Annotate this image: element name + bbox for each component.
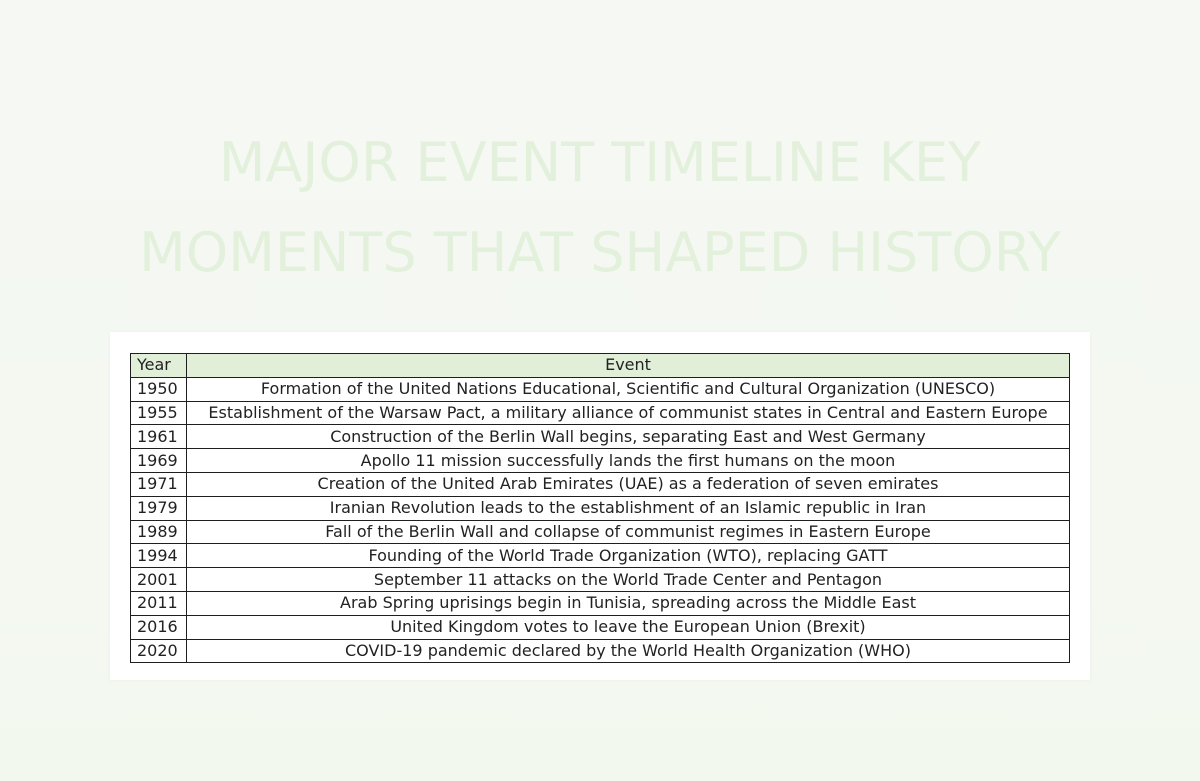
table-row [131, 449, 1070, 473]
year-cell: 1979 [131, 496, 187, 520]
page-title-line-1: MAJOR EVENT TIMELINE KEY [218, 131, 982, 194]
year-cell: 1961 [131, 425, 187, 449]
year-cell: 1950 [131, 377, 187, 401]
year-cell: 2011 [131, 591, 187, 615]
event-cell: United Kingdom votes to leave the European Union (Brexit) [187, 615, 1070, 639]
table-header-row [131, 354, 1070, 378]
table-row [131, 544, 1070, 568]
table-row [131, 472, 1070, 496]
year-cell: 1955 [131, 401, 187, 425]
table-row [131, 615, 1070, 639]
event-cell: Apollo 11 mission successfully lands the first humans on the moon [187, 449, 1070, 473]
page-title-line-2: MOMENTS THAT SHAPED HISTORY [139, 221, 1061, 284]
header-event: Event [187, 354, 1070, 378]
table-row [131, 401, 1070, 425]
table-row [131, 496, 1070, 520]
event-cell: COVID-19 pandemic declared by the World Health Organization (WHO) [187, 639, 1070, 663]
year-cell: 2001 [131, 568, 187, 592]
year-cell: 2020 [131, 639, 187, 663]
table-row [131, 377, 1070, 401]
spreadsheet-card [110, 332, 1090, 680]
year-cell: 2016 [131, 615, 187, 639]
page-title [0, 118, 1200, 298]
event-cell: Establishment of the Warsaw Pact, a military alliance of communist states in Central and Eastern Europe [187, 401, 1070, 425]
year-cell: 1994 [131, 544, 187, 568]
table-row [131, 591, 1070, 615]
header-year: Year [131, 354, 187, 378]
event-cell: September 11 attacks on the World Trade Center and Pentagon [187, 568, 1070, 592]
table-row [131, 639, 1070, 663]
timeline-table [130, 353, 1070, 663]
event-cell: Formation of the United Nations Educational, Scientific and Cultural Organization (UNESCO) [187, 377, 1070, 401]
table-row [131, 568, 1070, 592]
event-cell: Arab Spring uprisings begin in Tunisia, spreading across the Middle East [187, 591, 1070, 615]
year-cell: 1971 [131, 472, 187, 496]
event-cell: Iranian Revolution leads to the establishment of an Islamic republic in Iran [187, 496, 1070, 520]
year-cell: 1969 [131, 449, 187, 473]
table-row [131, 425, 1070, 449]
event-cell: Creation of the United Arab Emirates (UAE) as a federation of seven emirates [187, 472, 1070, 496]
table-row [131, 520, 1070, 544]
event-cell: Founding of the World Trade Organization (WTO), replacing GATT [187, 544, 1070, 568]
year-cell: 1989 [131, 520, 187, 544]
event-cell: Construction of the Berlin Wall begins, separating East and West Germany [187, 425, 1070, 449]
event-cell: Fall of the Berlin Wall and collapse of communist regimes in Eastern Europe [187, 520, 1070, 544]
